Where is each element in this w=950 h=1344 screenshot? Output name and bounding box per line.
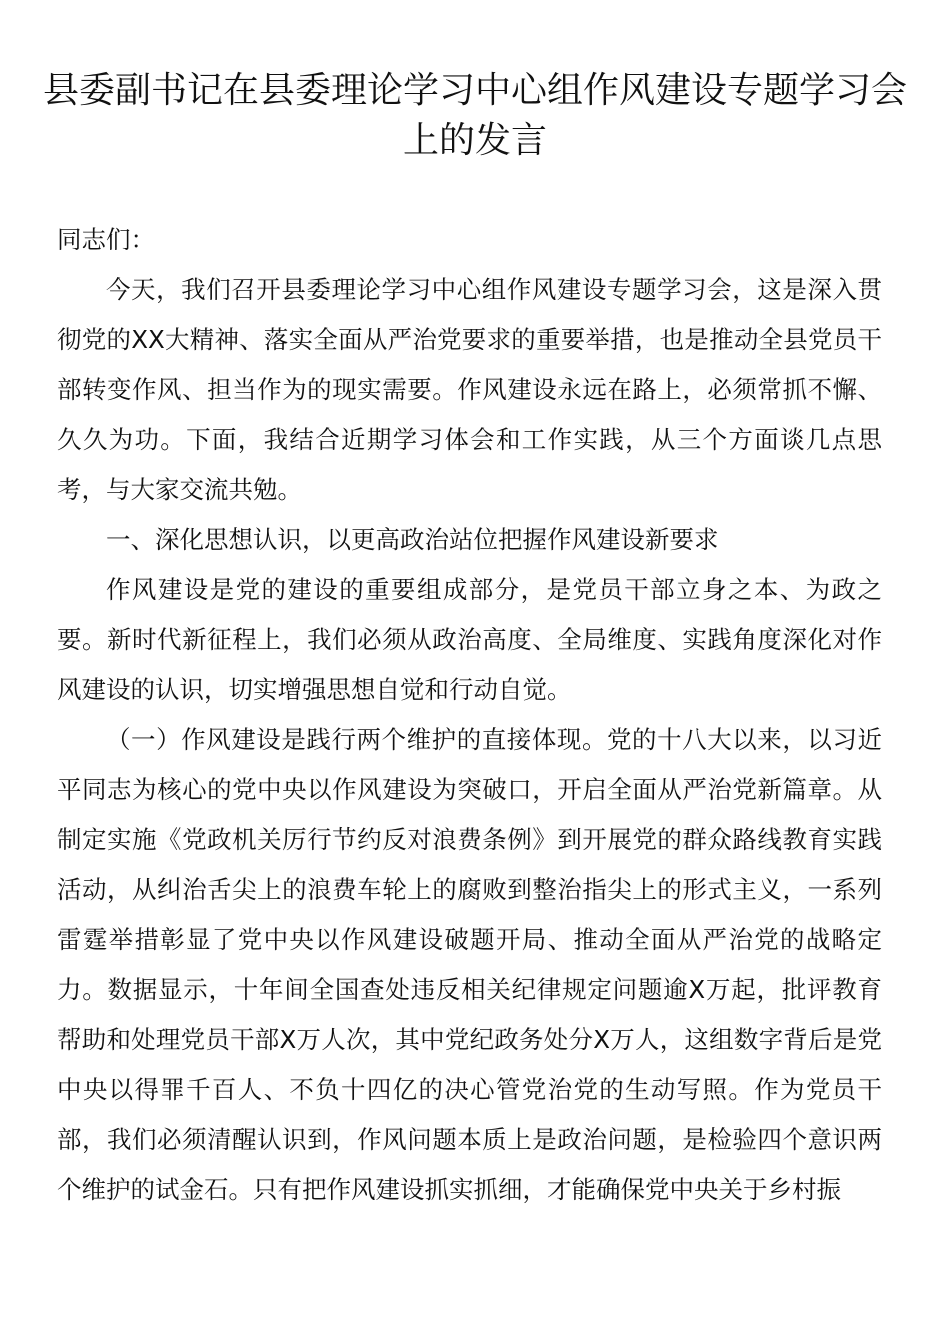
document-body	[57, 215, 882, 1215]
paragraph-subsection-1: （一）作风建设是践行两个维护的直接体现。党的十八大以来，以习近平同志为核心的党中央以作风建设为突破口，开启全面从严治党新篇章。从制定实施《党政机关厉行节约反对浪费条例》到开展党的群众路线教育实践活动，从纠治舌尖上的浪费车轮上的腐败到整治指尖上的形式主义，一系列雷霆举措彰显了党中央以作风建设破题开局、推动全面从严治党的战略定力。数据显示，十年间全国查处违反相关纪律规定问题逾X万起，批评教育帮助和处理党员干部X万人次，其中党纪政务处分X万人，这组数字背后是党中央以得罪千百人、不负十四亿的决心管党治党的生动写照。作为党员干部，我们必须清醒认识到，作风问题本质上是政治问题，是检验四个意识两个维护的试金石。只有把作风建设抓实抓细，才能确保党中央关于乡村振	[57, 725, 882, 1204]
salutation: 同志们：	[57, 225, 155, 254]
document-title: 县委副书记在县委理论学习中心组作风建设专题学习会上的发言	[42, 70, 907, 161]
section-heading-1: 一、深化思想认识，以更高政治站位把握作风建设新要求	[106, 525, 719, 554]
paragraph-intro: 今天，我们召开县委理论学习中心组作风建设专题学习会，这是深入贯彻党的XX大精神、落实全面从严治党要求的重要举措，也是推动全县党员干部转变作风、担当作为的现实需要。作风建设永远在路上，必须常抓不懈、久久为功。下面，我结合近期学习体会和工作实践，从三个方面谈几点思考，与大家交流共勉。	[57, 275, 882, 504]
paragraph-section-1: 作风建设是党的建设的重要组成部分，是党员干部立身之本、为政之要。新时代新征程上，我们必须从政治高度、全局维度、实践角度深化对作风建设的认识，切实增强思想自觉和行动自觉。	[57, 575, 882, 704]
